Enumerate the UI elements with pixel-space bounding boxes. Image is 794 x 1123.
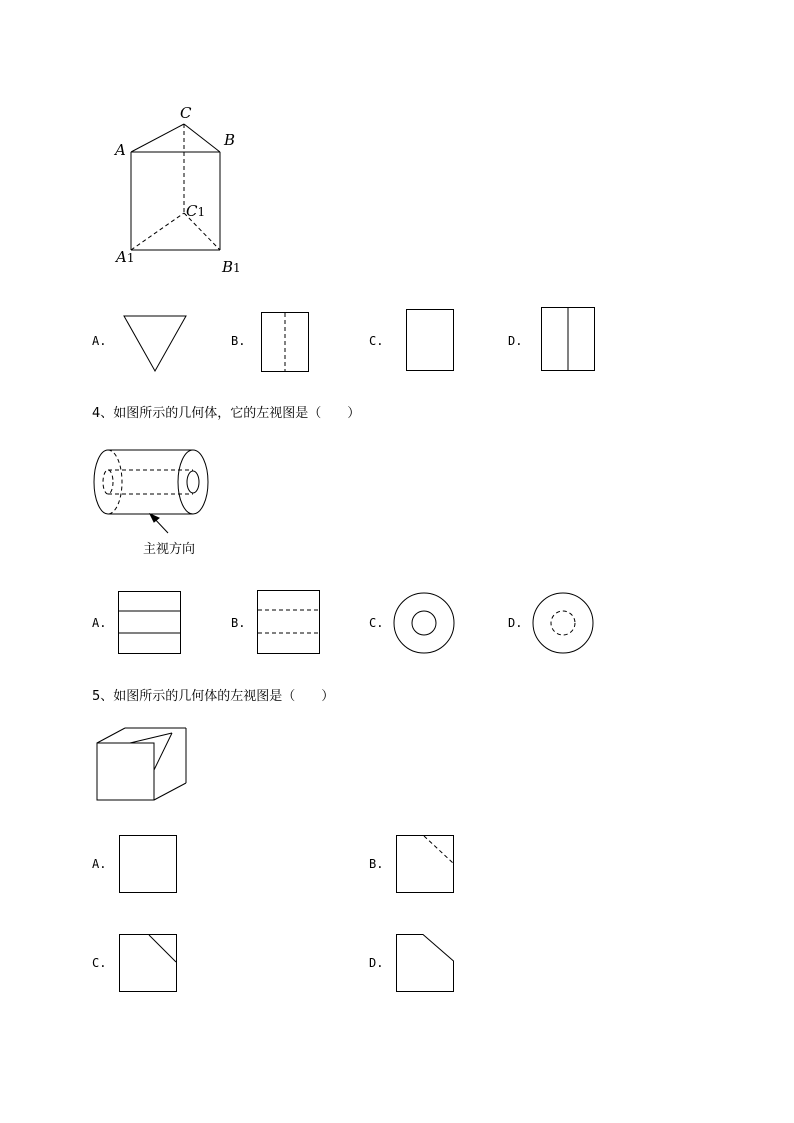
q3-option-a-label[interactable]: A. xyxy=(92,334,107,348)
vertex-label-a: A xyxy=(115,141,126,159)
q4-option-d-label[interactable]: D. xyxy=(508,616,523,630)
q5-option-c-figure[interactable] xyxy=(119,934,178,993)
q3-option-b-label[interactable]: B. xyxy=(231,334,246,348)
vertex-label-c: C xyxy=(180,104,192,122)
q5-option-a-figure[interactable] xyxy=(119,835,178,894)
q4-option-c-label[interactable]: C. xyxy=(369,616,384,630)
q5-option-d-label[interactable]: D. xyxy=(369,956,384,970)
vertex-label-b: B xyxy=(224,131,236,149)
vertex-label-a1: A1 xyxy=(116,248,135,266)
vertex-label-b1: B1 xyxy=(222,258,241,276)
q5-option-c-label[interactable]: C. xyxy=(92,956,107,970)
q3-option-c-label[interactable]: C. xyxy=(369,334,384,348)
q3-option-d-label[interactable]: D. xyxy=(508,334,523,348)
vertex-label-c1: C1 xyxy=(186,202,206,220)
q4-option-a-label[interactable]: A. xyxy=(92,616,107,630)
q5-option-a-label[interactable]: A. xyxy=(92,857,107,871)
q5-option-b-figure[interactable] xyxy=(396,835,455,894)
question-5-text: 5、如图所示的几何体的左视图是（ ） xyxy=(92,689,335,704)
q5-option-d-figure[interactable] xyxy=(396,934,455,993)
q5-option-b-label[interactable]: B. xyxy=(369,857,384,871)
view-direction-label: 主视方向 xyxy=(143,542,196,557)
question-4-text: 4、如图所示的几何体，它的左视图是（ ） xyxy=(92,406,361,421)
q4-option-b-label[interactable]: B. xyxy=(231,616,246,630)
